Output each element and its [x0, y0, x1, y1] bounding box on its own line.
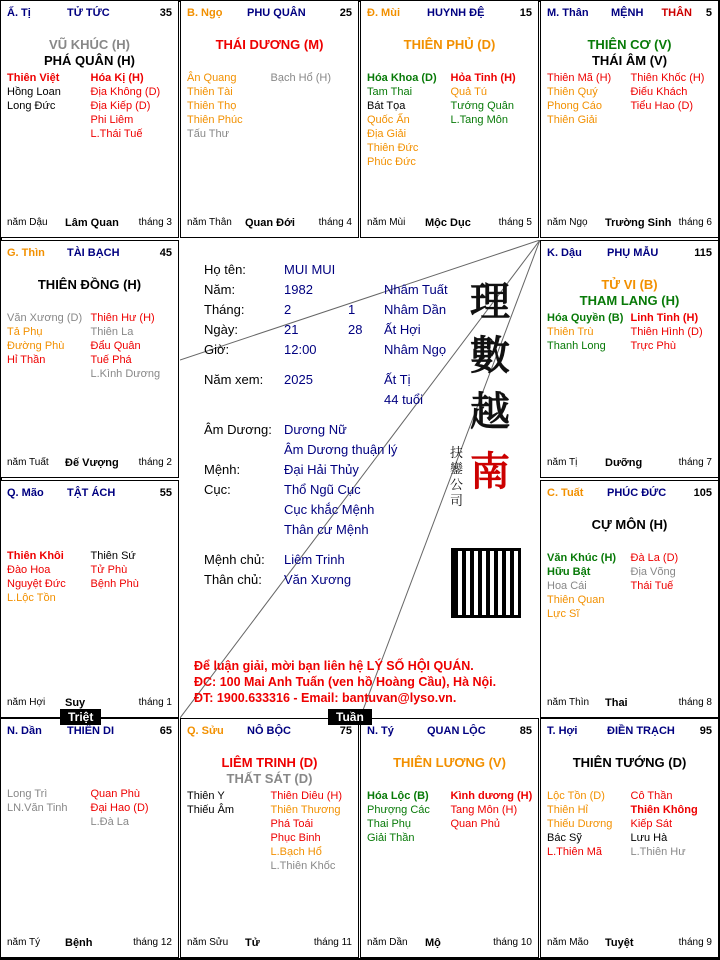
- minor-star: Điếu Khách: [630, 86, 688, 98]
- month-label: tháng 7: [678, 457, 712, 468]
- year-canchi: Nhâm Tuất: [384, 282, 448, 297]
- minor-star: Địa Kiếp (D): [90, 100, 151, 112]
- month-label: Tháng:: [204, 302, 245, 317]
- minor-stars: [7, 311, 174, 381]
- minor-star: Thiên Giải: [547, 114, 598, 126]
- minor-star: Ân Quang: [187, 72, 237, 84]
- minor-star: Thiên Thọ: [187, 100, 237, 112]
- minor-star: Tấu Thư: [187, 128, 230, 140]
- than-chu-label: Thân chủ:: [204, 572, 262, 587]
- minor-star: Long Đức: [7, 100, 56, 112]
- palace-position: M. Thân: [547, 7, 589, 19]
- minor-star: Tang Môn (H): [450, 804, 518, 816]
- minor-stars: [547, 311, 714, 353]
- palace-cell: [540, 240, 719, 478]
- palace-number: 75: [339, 725, 352, 737]
- palace-header: [547, 725, 714, 739]
- menh-label: Mệnh:: [204, 462, 241, 477]
- star-column-right: [271, 71, 355, 141]
- than-marker: THÂN: [661, 7, 692, 19]
- minor-star: Đẩu Quân: [90, 340, 141, 352]
- minor-star: Tuế Phá: [90, 354, 132, 366]
- palace-cell: [540, 480, 719, 718]
- minor-star: Lộc Tồn (D): [547, 790, 605, 802]
- palace-number: 35: [159, 7, 172, 19]
- minor-star: Bạch Hổ (H): [270, 72, 332, 84]
- month-label: tháng 8: [678, 697, 712, 708]
- minor-star: Thiên Diêu (H): [270, 790, 343, 802]
- life-stage: Trường Sinh: [605, 217, 672, 229]
- year-label: năm Thìn: [547, 697, 590, 708]
- minor-star: Hóa Kị (H): [90, 72, 144, 84]
- palace-footer: [187, 937, 354, 951]
- palace-header: [187, 7, 354, 21]
- contact-line-3: ĐT: 1900.633316 - Email: bantuvan@lyso.vn.: [194, 691, 457, 705]
- star-column-left: [187, 789, 271, 873]
- minor-star: Nguyệt Đức: [7, 578, 66, 590]
- minor-star: Cô Thần: [630, 790, 673, 802]
- than-chu-value: Văn Xương: [284, 572, 352, 587]
- minor-star: Thiên Quý: [547, 86, 598, 98]
- minor-star: Phượng Các: [367, 804, 430, 816]
- month-label: tháng 12: [133, 937, 172, 948]
- menh-chu-value: Liêm Trinh: [284, 552, 345, 567]
- minor-stars: [7, 787, 174, 829]
- palace-header: [547, 7, 714, 21]
- contact-line-1: Để luận giải, mời bạn liên hệ LÝ SỐ HỘI QUÁN.: [194, 659, 474, 673]
- palace-cell: [540, 0, 719, 238]
- minor-star: Thiên Khôi: [7, 550, 64, 562]
- palace-number: 65: [159, 725, 172, 737]
- minor-star: Hồng Loan: [7, 86, 61, 98]
- palace-cell: [180, 0, 359, 238]
- minor-star: Giải Thần: [367, 832, 415, 844]
- life-stage: Bệnh: [65, 937, 93, 949]
- palace-number: 55: [159, 487, 172, 499]
- age: 44 tuổi: [384, 392, 424, 407]
- minor-stars: [367, 789, 534, 845]
- palace-position: C. Tuất: [547, 487, 584, 499]
- minor-star: Phi Liêm: [90, 114, 134, 126]
- minor-star: Quốc Ấn: [367, 114, 410, 126]
- palace-name: NÔ BỘC: [247, 725, 291, 737]
- year-label: năm Tị: [547, 457, 578, 468]
- minor-stars: [547, 789, 714, 859]
- seal-char-3: 越: [470, 388, 510, 435]
- star-column-left: [367, 71, 451, 169]
- month-canchi: Nhâm Dần: [384, 302, 447, 317]
- palace-position: B. Ngọ: [187, 7, 223, 19]
- palace-footer: [367, 937, 534, 951]
- minor-star: Kình dương (H): [450, 790, 533, 802]
- contact-block: [194, 658, 496, 706]
- minor-star: Hữu Bật: [547, 566, 591, 578]
- month-label: tháng 4: [318, 217, 352, 228]
- qr-code: [451, 548, 521, 618]
- life-stage: Mộ: [425, 937, 441, 949]
- minor-star: L.Thiên Khốc: [270, 860, 336, 872]
- palace-number: 15: [519, 7, 532, 19]
- main-star-1: THÁI DƯƠNG (M): [215, 37, 324, 52]
- main-star-1: VŨ KHÚC (H): [49, 37, 130, 52]
- minor-star: Thiên Không: [630, 804, 698, 816]
- palace-name: PHỤ MẪU: [607, 247, 659, 259]
- name-label: Họ tên:: [204, 262, 246, 277]
- star-column-right: [91, 71, 175, 141]
- year-label: năm Mão: [547, 937, 589, 948]
- minor-star: Thiên Hỉ: [547, 804, 588, 816]
- year-label: năm Sửu: [187, 937, 229, 948]
- minor-star: Tướng Quân: [450, 100, 514, 112]
- minor-star: Địa Võng: [630, 566, 676, 578]
- star-column-left: [7, 311, 91, 381]
- palace-header: [7, 487, 174, 501]
- minor-star: Linh Tinh (H): [630, 312, 699, 324]
- palace-name: THIÊN DI: [67, 725, 115, 737]
- palace-position: Q. Sửu: [187, 725, 224, 737]
- palace-footer: [7, 937, 174, 951]
- minor-star: Bát Tọa: [367, 100, 406, 112]
- star-column-right: [631, 311, 715, 353]
- minor-star: Thiên Tài: [187, 86, 233, 98]
- minor-stars: [7, 71, 174, 141]
- hour-value: 12:00: [284, 342, 317, 357]
- palace-footer: [547, 937, 714, 951]
- life-stage: Thai: [605, 697, 628, 709]
- palace-header: [367, 725, 534, 739]
- palace-number: 115: [694, 247, 712, 259]
- minor-star: Thiên Sứ: [90, 550, 136, 562]
- palace-header: [187, 725, 354, 739]
- minor-star: Phong Cáo: [547, 100, 603, 112]
- palace-position: N. Dần: [7, 725, 42, 737]
- month-label: tháng 11: [313, 937, 352, 948]
- minor-stars: [367, 71, 534, 169]
- minor-star: Bệnh Phù: [90, 578, 139, 590]
- palace-name: QUAN LỘC: [427, 725, 486, 737]
- palace-name: PHÚC ĐỨC: [607, 487, 667, 499]
- month-label: tháng 10: [493, 937, 532, 948]
- palace-header: [7, 725, 174, 739]
- main-star-2: THÁI ÂM (V): [591, 53, 668, 68]
- palace-header: [367, 7, 534, 21]
- minor-star: Quan Phù: [90, 788, 141, 800]
- view-year-label: Năm xem:: [204, 372, 264, 387]
- life-stage: Tuyệt: [605, 937, 634, 949]
- month-label: tháng 9: [678, 937, 712, 948]
- palace-name: TỬ TỨC: [67, 7, 110, 19]
- hour-label: Giờ:: [204, 342, 230, 357]
- minor-star: Thiếu Dương: [547, 818, 613, 830]
- month-label: tháng 1: [138, 697, 172, 708]
- star-column-right: [451, 789, 535, 845]
- view-year-value: 2025: [284, 372, 313, 387]
- main-star-2: PHÁ QUÂN (H): [44, 53, 135, 68]
- life-stage: Quan Đới: [245, 217, 295, 229]
- palace-name: HUYNH ĐỆ: [427, 7, 485, 19]
- palace-number: 5: [705, 7, 712, 19]
- life-stage: Dưỡng: [605, 457, 643, 469]
- palace-cell: [360, 0, 539, 238]
- minor-star: Hoa Cái: [547, 580, 587, 592]
- minor-star: Địa Không (D): [90, 86, 161, 98]
- star-column-right: [451, 71, 535, 169]
- cuc-label: Cục:: [204, 482, 231, 497]
- minor-star: Đại Hao (D): [90, 802, 149, 814]
- palace-footer: [367, 217, 534, 231]
- palace-name: TÀI BẠCH: [67, 247, 120, 259]
- year-label: năm Dần: [367, 937, 408, 948]
- minor-star: L.Đà La: [90, 816, 130, 828]
- palace-footer: [547, 217, 714, 231]
- minor-star: L.Lộc Tồn: [7, 592, 56, 604]
- minor-star: L.Kình Dương: [90, 368, 161, 380]
- main-star-1: THIÊN PHỦ (D): [403, 37, 496, 52]
- palace-header: [547, 247, 714, 261]
- palace-cell: [180, 718, 359, 958]
- minor-star: Quan Phủ: [450, 818, 501, 830]
- palace-footer: [187, 217, 354, 231]
- star-column-right: [271, 789, 355, 873]
- life-stage: Mộc Dục: [425, 217, 471, 229]
- minor-star: Đà La (D): [630, 552, 679, 564]
- cuc-note: Cục khắc Mệnh: [284, 502, 375, 517]
- center-panel: [180, 240, 540, 718]
- main-star-1: LIÊM TRINH (D): [221, 755, 318, 770]
- minor-star: Quả Tú: [450, 86, 487, 98]
- minor-star: Kiếp Sát: [630, 818, 673, 830]
- minor-star: Tam Thai: [367, 86, 413, 98]
- palace-position: T. Hợi: [547, 725, 578, 737]
- month-value: 2: [284, 302, 292, 317]
- star-column-right: [631, 789, 715, 859]
- minor-stars: [187, 71, 354, 141]
- palace-position: K. Dậu: [547, 247, 582, 259]
- seal-char-2: 數: [470, 332, 510, 379]
- star-column-left: [7, 549, 91, 605]
- star-column-left: [547, 71, 631, 127]
- minor-star: Thiên Phúc: [187, 114, 243, 126]
- minor-star: Thiên Khốc (H): [630, 72, 705, 84]
- star-column-left: [547, 551, 631, 621]
- palace-cell: [0, 0, 179, 238]
- star-column-left: [547, 311, 631, 353]
- minor-star: Thiên Quan: [547, 594, 605, 606]
- life-stage: Lâm Quan: [65, 217, 119, 229]
- minor-star: Phúc Đức: [367, 156, 416, 168]
- palace-number: 25: [339, 7, 352, 19]
- amduong-label: Âm Dương:: [204, 422, 272, 437]
- month-label: tháng 5: [498, 217, 532, 228]
- palace-position: Đ. Mùi: [367, 7, 400, 19]
- main-star-2: THẤT SÁT (D): [226, 771, 313, 786]
- minor-star: Thiên Đức: [367, 142, 419, 154]
- minor-star: Hóa Quyền (B): [547, 312, 624, 324]
- palace-number: 105: [693, 487, 712, 499]
- hour-canchi: Nhâm Ngọ: [384, 342, 447, 357]
- minor-star: Hóa Khoa (D): [367, 72, 437, 84]
- minor-star: Địa Giải: [367, 128, 407, 140]
- palace-cell: [360, 718, 539, 958]
- day-label: Ngày:: [204, 322, 238, 337]
- day-canchi: Ất Hợi: [384, 322, 421, 337]
- palace-cell: [0, 718, 179, 958]
- main-star-1: THIÊN CƠ (V): [587, 37, 672, 52]
- minor-star: Thiên Mã (H): [547, 72, 612, 84]
- minor-star: Bác Sỹ: [547, 832, 582, 844]
- minor-star: Đào Hoa: [7, 564, 51, 576]
- minor-star: Thiên Y: [187, 790, 225, 802]
- palace-position: Q. Mão: [7, 487, 44, 499]
- minor-stars: [7, 549, 174, 605]
- minor-star: Thiếu Âm: [187, 804, 235, 816]
- palace-position: N. Tý: [367, 725, 394, 737]
- life-stage: Suy: [65, 697, 86, 709]
- month-label: tháng 6: [678, 217, 712, 228]
- cuc-value: Thổ Ngũ Cục: [284, 482, 361, 497]
- minor-star: L.Tang Môn: [450, 114, 508, 126]
- star-column-left: [7, 71, 91, 141]
- menh-value: Đại Hải Thủy: [284, 462, 359, 477]
- palace-name: TẬT ÁCH: [67, 487, 116, 499]
- year-label: năm Thân: [187, 217, 232, 228]
- amduong-value: Dương Nữ: [284, 422, 347, 437]
- year-label: năm Hợi: [7, 697, 46, 708]
- minor-star: Trực Phù: [630, 340, 676, 352]
- star-column-left: [367, 789, 451, 845]
- month-label: tháng 3: [138, 217, 172, 228]
- palace-name: MỆNH: [611, 7, 644, 19]
- minor-stars: [187, 789, 354, 873]
- minor-star: Thiên Hình (D): [630, 326, 703, 338]
- day-lunar: 28: [348, 322, 363, 337]
- life-stage: Tử: [245, 937, 260, 949]
- palace-position: Ấ. Tị: [7, 7, 31, 19]
- minor-stars: [547, 71, 714, 127]
- main-star-1: THIÊN TƯỚNG (D): [572, 755, 687, 770]
- minor-star: Tử Phù: [90, 564, 128, 576]
- view-year-canchi: Ất Tị: [384, 372, 411, 387]
- minor-star: Thiên Hư (H): [90, 312, 155, 324]
- minor-star: L.Bạch Hổ: [270, 846, 322, 858]
- main-star-1: CỰ MÔN (H): [591, 517, 668, 532]
- star-column-left: [7, 787, 91, 829]
- star-column-left: [547, 789, 631, 859]
- palace-header: [7, 247, 174, 261]
- minor-star: Lực Sĩ: [547, 608, 580, 620]
- minor-star: L.Thiên Hư: [630, 846, 686, 858]
- tuan-tag: Tuần: [328, 709, 372, 725]
- main-star-1: THIÊN LƯƠNG (V): [393, 755, 506, 770]
- palace-cell: [540, 718, 719, 958]
- main-star-2: THAM LANG (H): [579, 293, 680, 308]
- contact-line-2: ĐC: 100 Mai Anh Tuấn (ven hồ Hoàng Cầu), Hà Nội.: [194, 675, 497, 689]
- star-column-right: [91, 311, 175, 381]
- minor-stars: [547, 551, 714, 621]
- minor-star: Long Trì: [7, 788, 48, 800]
- minor-star: Thiên Trù: [547, 326, 594, 338]
- minor-star: L.Thiên Mã: [547, 846, 603, 858]
- minor-star: Phục Binh: [270, 832, 321, 844]
- than-note: Thân cư Mệnh: [284, 522, 369, 537]
- month-label: tháng 2: [138, 457, 172, 468]
- minor-star: Thiên Thương: [270, 804, 341, 816]
- minor-star: Thiên Việt: [7, 72, 60, 84]
- year-label: năm Mùi: [367, 217, 406, 228]
- palace-footer: [547, 697, 714, 711]
- minor-star: Văn Khúc (H): [547, 552, 617, 564]
- minor-star: Lưu Hà: [630, 832, 668, 844]
- palace-number: 95: [699, 725, 712, 737]
- main-star-1: TỬ VI (B): [601, 277, 658, 292]
- palace-cell: [0, 480, 179, 718]
- palace-number: 45: [159, 247, 172, 259]
- name-value: MUI MUI: [284, 262, 336, 277]
- palace-footer: [7, 217, 174, 231]
- year-label: năm Tý: [7, 937, 41, 948]
- star-column-right: [91, 549, 175, 605]
- month-lunar: 1: [348, 302, 356, 317]
- minor-star: Đường Phù: [7, 340, 65, 352]
- palace-footer: [7, 457, 174, 471]
- menh-chu-label: Mệnh chủ:: [204, 552, 265, 567]
- year-label: Năm:: [204, 282, 236, 297]
- star-column-right: [631, 71, 715, 127]
- minor-star: L.Thái Tuế: [90, 128, 143, 140]
- day-value: 21: [284, 322, 299, 337]
- amduong-note: Âm Dương thuận lý: [284, 442, 398, 457]
- star-column-left: [187, 71, 271, 141]
- year-label: năm Dậu: [7, 217, 48, 228]
- year-label: năm Tuất: [7, 457, 49, 468]
- minor-star: Hỏa Tinh (H): [450, 72, 516, 84]
- seal-small-text: 扶鑾公司: [450, 446, 464, 509]
- minor-star: Tiểu Hao (D): [630, 100, 694, 112]
- minor-star: Tả Phụ: [7, 326, 43, 338]
- life-stage: Đế Vượng: [65, 457, 119, 469]
- year-value: 1982: [284, 282, 313, 297]
- palace-number: 85: [519, 725, 532, 737]
- minor-star: Thai Phụ: [367, 818, 412, 830]
- minor-star: Hóa Lộc (B): [367, 790, 429, 802]
- palace-footer: [547, 457, 714, 471]
- star-column-right: [631, 551, 715, 621]
- minor-star: Thanh Long: [547, 340, 606, 352]
- seal-char-1: 理: [470, 278, 510, 325]
- palace-name: ĐIỀN TRẠCH: [607, 725, 675, 737]
- minor-star: Phá Toái: [270, 818, 314, 830]
- minor-star: Thiên La: [90, 326, 134, 338]
- year-label: năm Ngọ: [547, 217, 588, 228]
- palace-name: PHU QUÂN: [247, 7, 306, 19]
- palace-cell: [0, 240, 179, 478]
- triet-tag: Triệt: [60, 709, 101, 725]
- palace-header: [547, 487, 714, 501]
- main-star-1: THIÊN ĐỒNG (H): [37, 277, 142, 292]
- minor-star: Hỉ Thần: [7, 354, 46, 366]
- minor-star: Văn Xương (D): [7, 312, 83, 324]
- seal-char-4: 南: [470, 448, 510, 495]
- palace-position: G. Thìn: [7, 247, 45, 259]
- star-column-right: [91, 787, 175, 829]
- minor-star: Thái Tuế: [630, 580, 674, 592]
- palace-header: [7, 7, 174, 21]
- minor-star: LN.Văn Tinh: [7, 802, 68, 814]
